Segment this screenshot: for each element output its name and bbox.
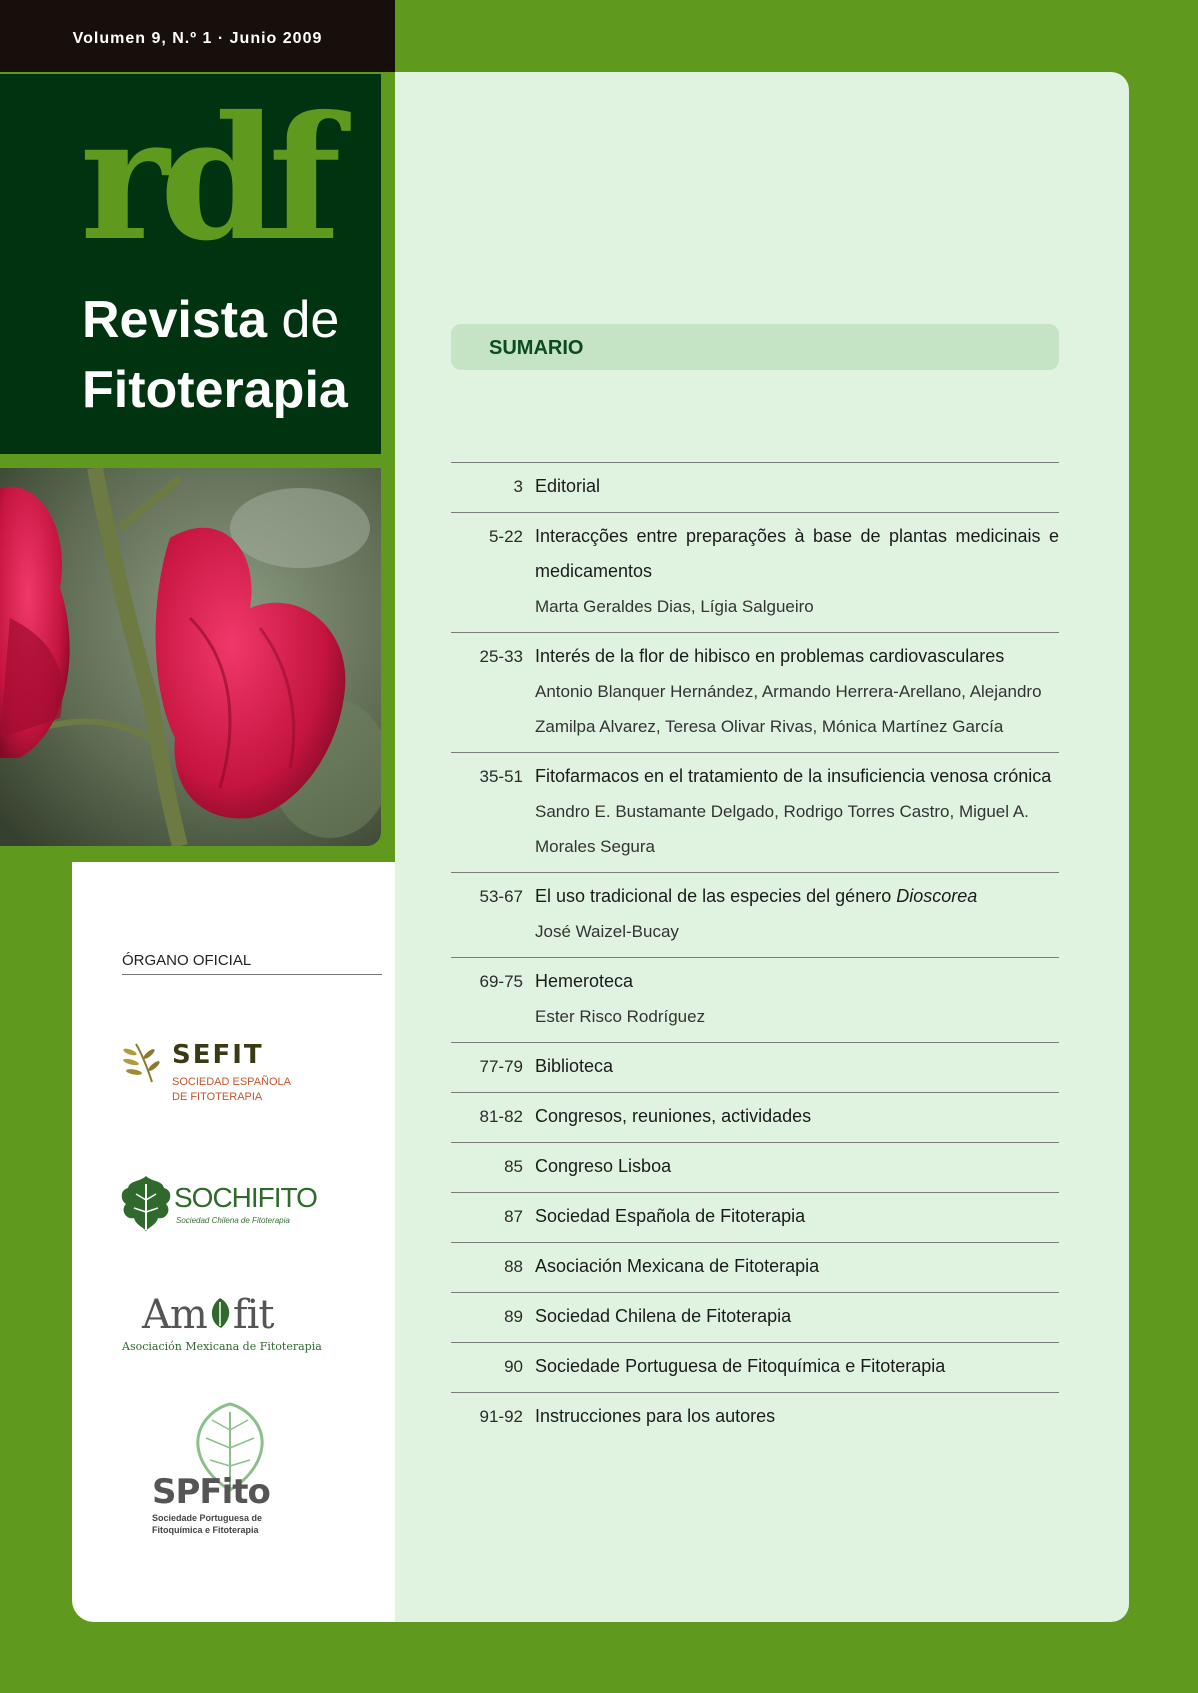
toc-pages: 35-51 (479, 767, 523, 786)
toc-title: Fitofarmacos en el tratamiento de la insuficiencia venosa crónica (535, 766, 1052, 786)
toc-authors: José Waizel-Bucay (535, 922, 679, 941)
amefit-logo (122, 1292, 342, 1362)
toc-pages: 88 (504, 1257, 523, 1276)
sumario-header (451, 324, 1059, 370)
sochifito-logo (118, 1174, 318, 1234)
toc-entry-amefit (451, 1242, 1059, 1292)
toc-entry-hibisco (451, 632, 1059, 752)
toc-entry-dioscorea (451, 872, 1059, 957)
sumario-title: SUMARIO (489, 337, 584, 359)
toc-pages: 25-33 (479, 647, 523, 666)
toc-entry-hemeroteca (451, 957, 1059, 1042)
toc-entry-sochifito (451, 1292, 1059, 1342)
spfito-subtitle: Sociedade Portuguesa de Fitoquímica e Fitoterapia (152, 1513, 263, 1535)
sefit-logo (122, 1040, 322, 1110)
toc-pages: 87 (504, 1207, 523, 1226)
sochifito-leaf-icon (118, 1174, 174, 1234)
toc-entry-biblioteca (451, 1042, 1059, 1092)
toc-title: Sociedad Española de Fitoterapia (535, 1206, 806, 1226)
toc-title: Biblioteca (535, 1056, 614, 1076)
toc-authors: Antonio Blanquer Hernández, Armando Herrera-Arellano, Alejandro Zamilpa Alvarez, Teresa Olivar Rivas, Mónica Martínez García (535, 682, 1042, 736)
amefit-name: Am fit (142, 1292, 274, 1338)
toc-entry-instrucciones (451, 1392, 1059, 1442)
masthead (0, 74, 381, 454)
toc-title: Sociedad Chilena de Fitoterapia (535, 1306, 792, 1326)
toc-entry-spfito (451, 1342, 1059, 1392)
amefit-leaf-icon (207, 1296, 233, 1330)
toc-title: Editorial (535, 476, 601, 496)
journal-title-line2: Fitoterapia (82, 361, 348, 419)
toc-entry-fitofarmacos (451, 752, 1059, 872)
toc-authors: Marta Geraldes Dias, Lígia Salgueiro (535, 597, 814, 616)
amefit-subtitle: Asociación Mexicana de Fitoterapia (122, 1340, 322, 1353)
toc-entry-sefit (451, 1192, 1059, 1242)
toc-pages: 91-92 (479, 1407, 523, 1426)
sefit-name: SEFIT (172, 1040, 264, 1070)
toc-entry-editorial (451, 462, 1059, 512)
toc-pages: 89 (504, 1307, 523, 1326)
toc-entry-congresos (451, 1092, 1059, 1142)
toc-title: Congreso Lisboa (535, 1156, 672, 1176)
toc-pages: 81-82 (479, 1107, 523, 1126)
toc-pages: 3 (513, 477, 523, 496)
toc-title: Hemeroteca (535, 971, 634, 991)
toc-title: Interacções entre preparações à base de plantas medicinais e medicamentos (535, 526, 1059, 581)
toc-pages: 85 (504, 1157, 523, 1176)
table-of-contents (451, 462, 1059, 1442)
sidebar-panel (72, 862, 395, 1622)
toc-title: El uso tradicional de las especies del género Dioscorea (535, 886, 978, 906)
spfito-logo (152, 1400, 332, 1550)
toc-title: Congresos, reuniones, actividades (535, 1106, 812, 1126)
volume-bar (0, 0, 395, 74)
organo-oficial-label: ÓRGANO OFICIAL (122, 952, 382, 975)
toc-entry-interaccoes (451, 512, 1059, 632)
hibiscus-photo (0, 468, 381, 846)
journal-title-line1: Revista de (82, 291, 340, 349)
spfito-name: SPFito (152, 1472, 270, 1512)
journal-logo: rdf (80, 79, 332, 279)
toc-pages: 69-75 (479, 972, 523, 991)
volume-info: Volumen 9, N.º 1 · Junio 2009 (72, 30, 323, 47)
sochifito-subtitle: Sociedad Chilena de Fitoterapia (176, 1216, 290, 1225)
toc-pages: 77-79 (479, 1057, 523, 1076)
toc-pages: 5-22 (488, 527, 523, 546)
toc-pages: 90 (504, 1357, 523, 1376)
contents-panel (395, 72, 1129, 1622)
toc-title: Asociación Mexicana de Fitoterapia (535, 1256, 820, 1276)
toc-entry-congreso-lisboa (451, 1142, 1059, 1192)
sefit-branch-icon (122, 1042, 162, 1084)
toc-title: Interés de la flor de hibisco en problemas cardiovasculares (535, 646, 1005, 666)
toc-title: Sociedade Portuguesa de Fitoquímica e Fitoterapia (535, 1356, 946, 1376)
toc-title: Instrucciones para los autores (535, 1406, 776, 1426)
toc-authors: Sandro E. Bustamante Delgado, Rodrigo Torres Castro, Miguel A. Morales Segura (535, 802, 1029, 856)
sochifito-name: SOCHIFITO (174, 1182, 317, 1213)
toc-authors: Ester Risco Rodríguez (535, 1007, 706, 1026)
sefit-subtitle: SOCIEDAD ESPAÑOLA DE FITOTERAPIA (172, 1076, 291, 1103)
toc-pages: 53-67 (479, 887, 523, 906)
